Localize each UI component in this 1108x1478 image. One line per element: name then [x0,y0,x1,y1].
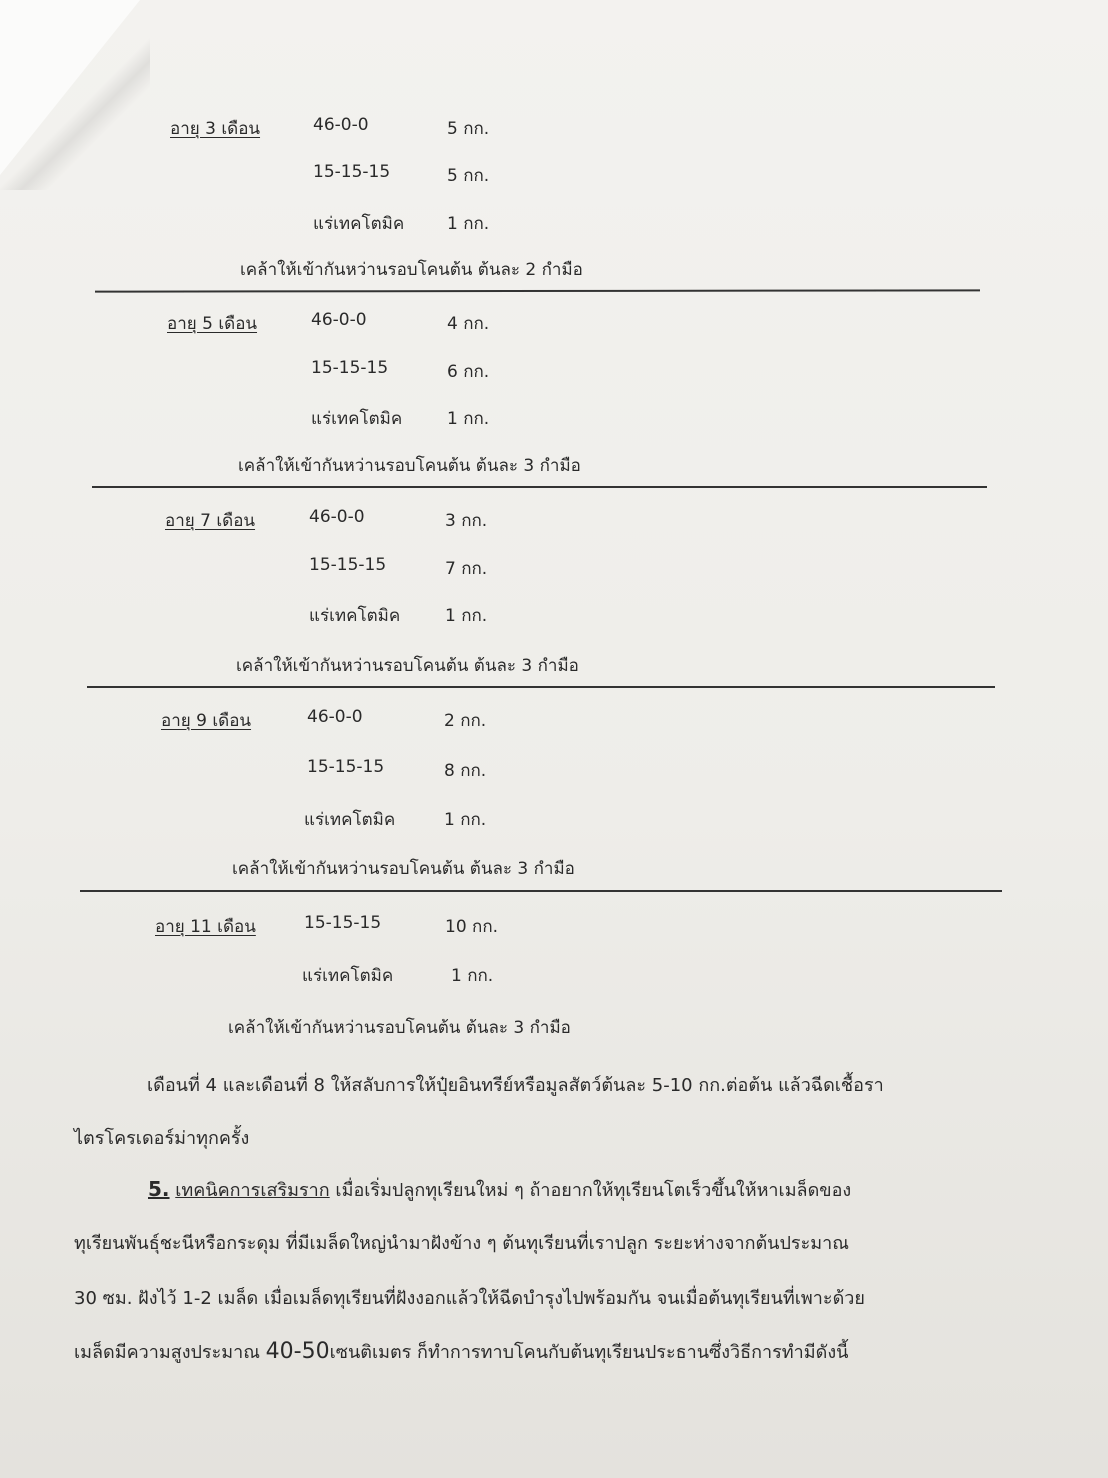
section-number: 5. [148,1177,170,1201]
fertilizer-name: 15-15-15 [304,913,382,933]
fertilizer-name: 46-0-0 [307,707,363,727]
fertilizer-amount: 3 กก. [445,511,488,531]
section-divider [80,890,1002,892]
paragraph-line: ทุเรียนพันธุ์ชะนีหรือกระดุม ที่มีเมล็ดใหญ่นำมาฝังข้าง ๆ ต้นทุเรียนที่เราปลูก ระยะห่างจากต้นประมาณ [74,1233,849,1254]
paragraph-text: เซนติเมตร ก็ทำการทาบโคนกับต้นทุเรียนประธานซึ่งวิธีการทำมีดังนี้ [329,1342,849,1363]
age-label: อายุ 9 เดือน [161,711,252,731]
section-5-heading-line [148,1175,851,1204]
fertilizer-amount: 1 กก. [451,966,494,986]
age-label: อายุ 3 เดือน [170,119,261,139]
fertilizer-name: 46-0-0 [311,310,367,330]
fertilizer-amount: 2 กก. [444,711,487,731]
mixing-note: เคล้าให้เข้ากันหว่านรอบโคนต้น ต้นละ 3 กำมือ [236,656,579,676]
fertilizer-amount: 8 กก. [444,761,487,781]
age-label: อายุ 7 เดือน [165,511,256,531]
fertilizer-name: แร่เทคโตมิค [309,606,401,626]
paragraph-line: ไตรโครเดอร์ม่าทุกครั้ง [74,1128,250,1149]
fertilizer-name: 15-15-15 [309,555,387,575]
section-title: เทคนิคการเสริมราก [175,1180,330,1201]
fertilizer-amount: 1 กก. [445,606,488,626]
fertilizer-amount: 1 กก. [447,214,490,234]
fertilizer-name: แร่เทคโตมิค [311,409,403,429]
section-divider [92,486,987,488]
fertilizer-amount: 1 กก. [447,409,490,429]
age-label: อายุ 5 เดือน [167,314,258,334]
fertilizer-name: แร่เทคโตมิค [313,214,405,234]
fertilizer-name: แร่เทคโตมิค [302,966,394,986]
mixing-note: เคล้าให้เข้ากันหว่านรอบโคนต้น ต้นละ 3 กำมือ [232,859,575,879]
fertilizer-amount: 6 กก. [447,362,490,382]
fertilizer-name: 15-15-15 [311,358,389,378]
page-corner-shadow [0,0,150,190]
mixing-note: เคล้าให้เข้ากันหว่านรอบโคนต้น ต้นละ 3 กำมือ [238,456,581,476]
fertilizer-amount: 5 กก. [447,166,490,186]
paragraph-line [74,1337,848,1366]
fertilizer-amount: 10 กก. [445,917,499,937]
section-divider [95,289,980,292]
fertilizer-name: 46-0-0 [309,507,365,527]
fertilizer-name: 15-15-15 [313,162,391,182]
fertilizer-amount: 5 กก. [447,119,490,139]
height-range: 40-50 [265,1339,330,1364]
fertilizer-amount: 1 กก. [444,810,487,830]
paragraph-text: เมล็ดมีความสูงประมาณ [74,1342,266,1363]
age-label: อายุ 11 เดือน [155,917,256,937]
fertilizer-amount: 7 กก. [445,559,488,579]
paragraph-line: 30 ซม. ฝังไว้ 1-2 เมล็ด เมื่อเมล็ดทุเรียนที่ฝังงอกแล้วให้ฉีดบำรุงไปพร้อมกัน จนเมื่อต้นทุเรียนที่เพาะด้วย [74,1288,865,1309]
fertilizer-name: แร่เทคโตมิค [304,810,396,830]
mixing-note: เคล้าให้เข้ากันหว่านรอบโคนต้น ต้นละ 3 กำมือ [228,1018,571,1038]
section-divider [87,686,995,688]
section-text: เมื่อเริ่มปลูกทุเรียนใหม่ ๆ ถ้าอยากให้ทุเรียนโตเร็วขึ้นให้หาเมล็ดของ [335,1180,852,1201]
mixing-note: เคล้าให้เข้ากันหว่านรอบโคนต้น ต้นละ 2 กำมือ [240,260,583,280]
fertilizer-name: 46-0-0 [313,115,369,135]
fertilizer-name: 15-15-15 [307,757,385,777]
paragraph-line: เดือนที่ 4 และเดือนที่ 8 ให้สลับการให้ปุ๋ยอินทรีย์หรือมูลสัตว์ต้นละ 5-10 กก.ต่อต้น แล้วฉีดเชื้อรา [147,1075,884,1096]
fertilizer-amount: 4 กก. [447,314,490,334]
